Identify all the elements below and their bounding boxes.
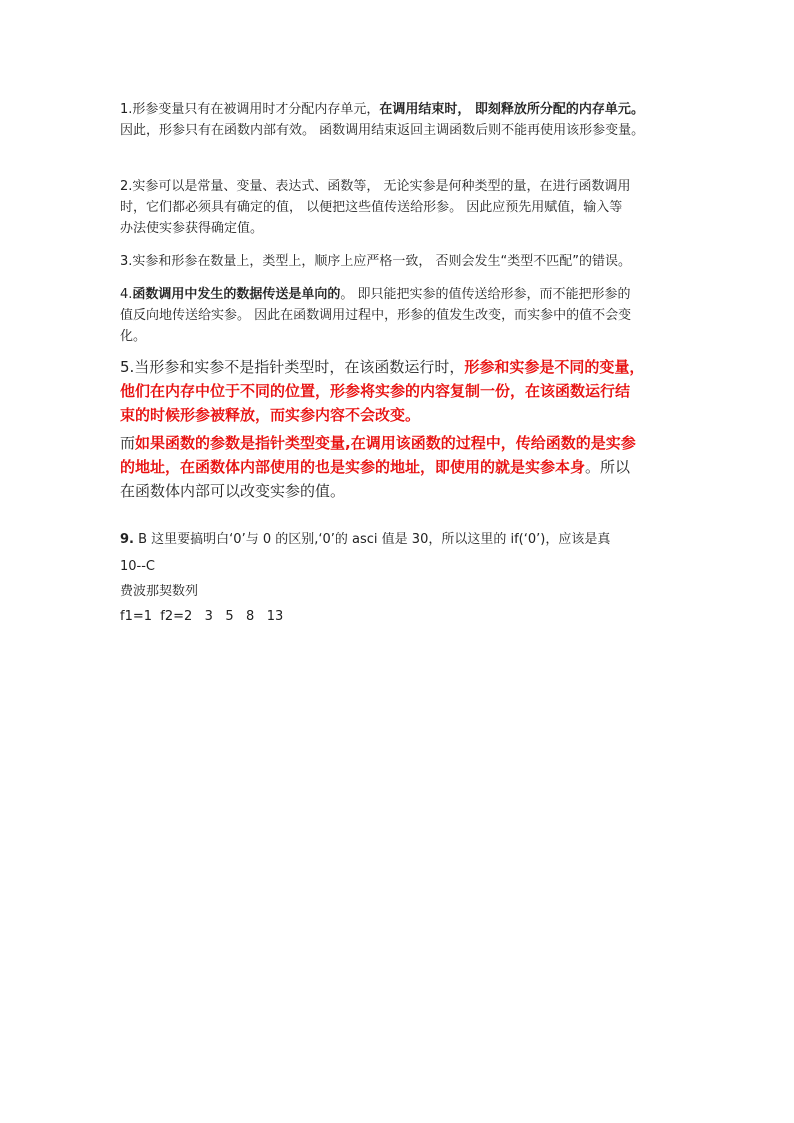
- p4-number: 4.: [120, 287, 133, 302]
- paragraph-9-line-1: 费波那契数列: [120, 584, 199, 599]
- p6-text-normal-2: 。所以: [585, 458, 631, 476]
- p4-text-normal: 。 即只能把实参的值传送给形参，而不能把形参的: [340, 287, 631, 302]
- paragraph-1-line-1: [120, 99, 690, 120]
- paragraph-3-line-1: 3.实参和形参在数量上，类型上，顺序上应严格一致， 否则会发生“类型不匹配”的错误。: [120, 254, 632, 269]
- paragraph-4-line-2: 值反向地传送给实参。 因此在函数调用过程中，形参的值发生改变，而实参中的值不会变: [120, 308, 632, 323]
- paragraph-2-line-3: 办法使实参获得确定值。: [120, 221, 264, 236]
- paragraph-5-line-1: [120, 355, 690, 379]
- paragraph-6-line-3: 在函数体内部可以改变实参的值。: [120, 482, 346, 500]
- paragraph-8-line-1: 10--C: [120, 559, 156, 574]
- p7-text: B 这里要搞明白‘0’与 0 的区别,‘0’的 asci 值是 30，所以这里的 if(‘0’)，应该是真: [133, 532, 611, 547]
- p6-text-normal: 而: [120, 434, 136, 452]
- paragraph-2-line-1: 2.实参可以是常量、变量、表达式、函数等， 无论实参是何种类型的量，在进行函数调用: [120, 179, 631, 194]
- paragraph-3: [120, 251, 690, 272]
- paragraph-4: [120, 284, 690, 347]
- paragraph-5-line-2: 他们在内存中位于不同的位置，形参将实参的内容复制一份，在该函数运行结: [120, 382, 631, 400]
- paragraph-5: [120, 355, 690, 427]
- paragraph-1: [120, 99, 690, 141]
- paragraph-6-line-2: [120, 455, 690, 479]
- paragraph-2: [120, 176, 690, 239]
- paragraph-8: [120, 556, 690, 577]
- p5-text-normal: 5.当形参和实参不是指针类型时，在该函数运行时，: [120, 358, 465, 376]
- p6-text-red-2: 的地址，在函数体内部使用的也是实参的地址，即使用的就是实参本身: [120, 458, 586, 476]
- paragraph-10-line-1: f1=1 f2=2 3 5 8 13: [120, 609, 284, 624]
- paragraph-1-line-2: 因此，形参只有在函数内部有效。 函数调用结束返回主调函数后则不能再使用该形参变量。: [120, 123, 645, 138]
- p1-text-bold: 在调用结束时， 即刻释放所分配的内存单元: [379, 102, 631, 117]
- p5-text-red: 形参和实参是不同的变量，: [464, 358, 645, 376]
- paragraph-4-line-1: [120, 284, 690, 305]
- p4-text-bold: 函数调用中发生的数据传送是单向的: [132, 287, 341, 302]
- paragraph-7: [120, 529, 690, 550]
- p6-text-red: 如果函数的参数是指针类型变量,在调用该函数的过程中，传给函数的是实参: [135, 434, 636, 452]
- paragraph-9: [120, 581, 690, 602]
- paragraph-10: [120, 606, 690, 627]
- paragraph-4-line-3: 化。: [120, 329, 147, 344]
- p7-number: 9.: [120, 532, 134, 547]
- paragraph-6-line-1: [120, 431, 690, 455]
- p1-period: 。: [630, 102, 644, 117]
- paragraph-2-line-2: 时，它们都必须具有确定的值， 以便把这些值传送给形参。 因此应预先用赋值，输入等: [120, 200, 623, 215]
- paragraph-7-line-1: [120, 529, 690, 550]
- p1-text-normal: 1.形参变量只有在被调用时才分配内存单元，: [120, 102, 380, 117]
- paragraph-5-line-3: 束的时候形参被释放，而实参内容不会改变。: [120, 406, 421, 424]
- paragraph-6: [120, 431, 690, 503]
